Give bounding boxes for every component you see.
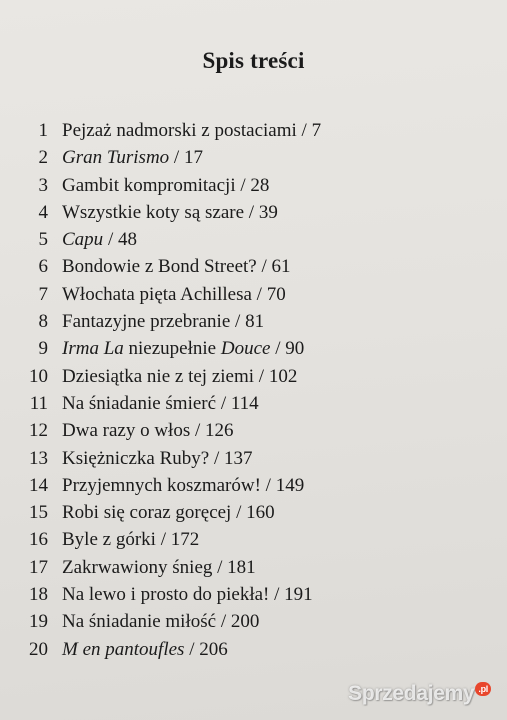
page-title: Spis treści: [202, 48, 305, 74]
toc-entry-title-italic: Irma La: [62, 338, 124, 360]
toc-entry-page: 81: [245, 311, 265, 333]
toc-entry-number: 14: [29, 474, 48, 496]
toc-entry-title: Dwa razy o włos: [62, 420, 191, 442]
toc-separator: /: [254, 365, 269, 387]
toc-entry: [0, 608, 480, 635]
toc-entry-number: 5: [38, 229, 48, 251]
toc-entry: [0, 281, 480, 308]
toc-entry-title-italic: Douce: [220, 338, 271, 360]
toc-entry: [0, 636, 480, 663]
toc-entry-title-italic: Gran Turismo: [62, 147, 170, 169]
toc-entry: [0, 390, 480, 417]
toc-separator: /: [269, 584, 285, 606]
toc-separator: /: [270, 338, 286, 360]
toc-entry-number: 3: [38, 174, 48, 196]
toc-entry-number: 2: [38, 147, 48, 169]
toc-entry-text: [62, 226, 137, 253]
toc-entry: [0, 472, 480, 499]
toc-separator: /: [296, 120, 312, 141]
toc-separator: /: [260, 474, 276, 496]
toc-entry-title-italic: M en pantoufles: [62, 638, 185, 660]
toc-separator: /: [256, 256, 272, 278]
toc-entry-text: [62, 526, 199, 553]
toc-entry-page: 149: [275, 474, 305, 496]
toc-entry: [0, 308, 480, 335]
toc-entry-number: 1: [38, 120, 48, 141]
toc-entry-page: 114: [230, 392, 259, 414]
toc-entry-text: [62, 172, 269, 199]
toc-entry-title: Bondowie z Bond Street?: [62, 256, 257, 278]
toc-separator: /: [190, 420, 205, 442]
toc-entry-number: 11: [29, 392, 48, 414]
toc-entry-number: 6: [38, 256, 48, 278]
toc-entry-number: 19: [29, 611, 48, 633]
toc-entry-number: 20: [29, 638, 48, 660]
toc-entry-text: [62, 608, 259, 635]
toc-entry-title: niezupełnie: [123, 338, 221, 360]
toc-separator: /: [230, 311, 246, 333]
toc-entry-text: [62, 390, 259, 417]
toc-entry-title: Księżniczka Ruby?: [62, 447, 210, 469]
toc-entry-page: 17: [183, 147, 203, 169]
toc-separator: /: [216, 392, 231, 414]
toc-entry-page: 70: [266, 283, 286, 305]
toc-separator: /: [235, 174, 251, 196]
toc-entry-text: [62, 499, 275, 526]
toc-entry-number: 9: [38, 338, 48, 360]
watermark-text: Sprzedajemy: [348, 682, 475, 705]
toc-entry-title: Na śniadanie śmierć: [62, 392, 217, 414]
toc-entry-number: 10: [29, 365, 48, 387]
toc-entry-page: 28: [250, 174, 270, 196]
toc-entry-title-italic: Capu: [62, 229, 104, 251]
toc-separator: /: [244, 201, 259, 223]
toc-separator: /: [231, 502, 247, 524]
toc-separator: /: [216, 611, 231, 633]
toc-entry-number: 16: [29, 529, 48, 551]
toc-entry: [0, 363, 480, 390]
toc-entry-page: 160: [246, 502, 275, 524]
toc-entry-title: Gambit kompromitacji: [62, 174, 236, 196]
toc-entry-text: [62, 445, 252, 472]
toc-entry-number: 17: [29, 556, 48, 578]
toc-entry-text: [62, 199, 278, 226]
toc-entry-number: 15: [29, 502, 48, 524]
toc-entry-text: [62, 636, 228, 663]
toc-entry-title: Włochata pięta Achillesa: [62, 283, 252, 305]
toc-entry-title: Pejzaż nadmorski z postaciami: [62, 120, 297, 141]
toc-entry-page: 102: [268, 365, 298, 387]
toc-entry-text: [62, 308, 264, 335]
toc-entry-page: 200: [230, 611, 260, 633]
toc-entry-page: 61: [271, 256, 291, 278]
toc-entry-page: 90: [285, 338, 305, 360]
toc-entry-page: 172: [170, 529, 200, 551]
toc-entry-title: Wszystkie koty są szare: [62, 201, 245, 223]
toc-entry-number: 7: [38, 283, 48, 305]
toc-entry: [0, 226, 480, 253]
toc-entry-text: [62, 335, 304, 362]
toc-entry-title: Przyjemnych koszmarów!: [62, 474, 261, 496]
toc-entry: [0, 144, 480, 171]
toc-separator: /: [212, 556, 228, 578]
toc-entry-text: [62, 363, 297, 390]
toc-entry: [0, 554, 480, 581]
toc-separator: /: [169, 147, 184, 169]
toc-entry: [0, 499, 480, 526]
toc-entry-page: 191: [284, 584, 313, 606]
toc-entry-title: Na lewo i prosto do piekła!: [62, 584, 270, 606]
toc-separator: /: [251, 283, 267, 305]
toc-separator: /: [184, 638, 200, 660]
toc-entry-text: [62, 417, 234, 444]
toc-entry-page: 206: [199, 638, 228, 660]
toc-entry-text: [62, 253, 291, 280]
toc-separator: /: [155, 529, 171, 551]
toc-entry-text: [62, 281, 286, 308]
toc-entry-number: 4: [38, 201, 48, 223]
toc-entry-text: [62, 117, 321, 144]
toc-entry-page: 48: [117, 229, 137, 251]
toc-entry: [0, 117, 480, 144]
toc-entry-page: 39: [258, 201, 278, 223]
toc-entry-page: 7: [311, 120, 322, 141]
watermark-badge: .pl: [475, 682, 491, 696]
toc-entry-title: Na śniadanie miłość: [62, 611, 217, 633]
toc-entry: [0, 581, 480, 608]
toc-entry-text: [62, 554, 256, 581]
toc-entry: [0, 335, 480, 362]
toc-separator: /: [209, 447, 224, 469]
table-of-contents: [0, 117, 480, 663]
toc-entry-title: Dziesiątka nie z tej ziemi: [62, 365, 255, 387]
toc-entry-number: 13: [29, 447, 48, 469]
toc-entry-text: [62, 581, 313, 608]
toc-entry-page: 137: [223, 447, 253, 469]
toc-entry-title: Robi się coraz goręcej: [62, 502, 232, 524]
toc-entry: [0, 445, 480, 472]
toc-entry-number: 8: [38, 311, 48, 333]
toc-entry-title: Fantazyjne przebranie: [62, 311, 231, 333]
toc-entry-number: 12: [29, 420, 48, 442]
toc-entry-number: 18: [29, 584, 48, 606]
toc-entry-text: [62, 472, 304, 499]
toc-entry: [0, 417, 480, 444]
toc-entry-page: 181: [227, 556, 256, 578]
toc-entry: [0, 172, 480, 199]
toc-entry: [0, 199, 480, 226]
toc-entry: [0, 526, 480, 553]
watermark-logo: [348, 682, 491, 706]
toc-entry-title: Zakrwawiony śnieg: [62, 556, 213, 578]
toc-entry-page: 126: [205, 420, 234, 442]
toc-entry: [0, 253, 480, 280]
toc-entry-title: Byle z górki: [62, 529, 156, 551]
toc-entry-text: [62, 144, 203, 171]
toc-separator: /: [103, 229, 118, 251]
